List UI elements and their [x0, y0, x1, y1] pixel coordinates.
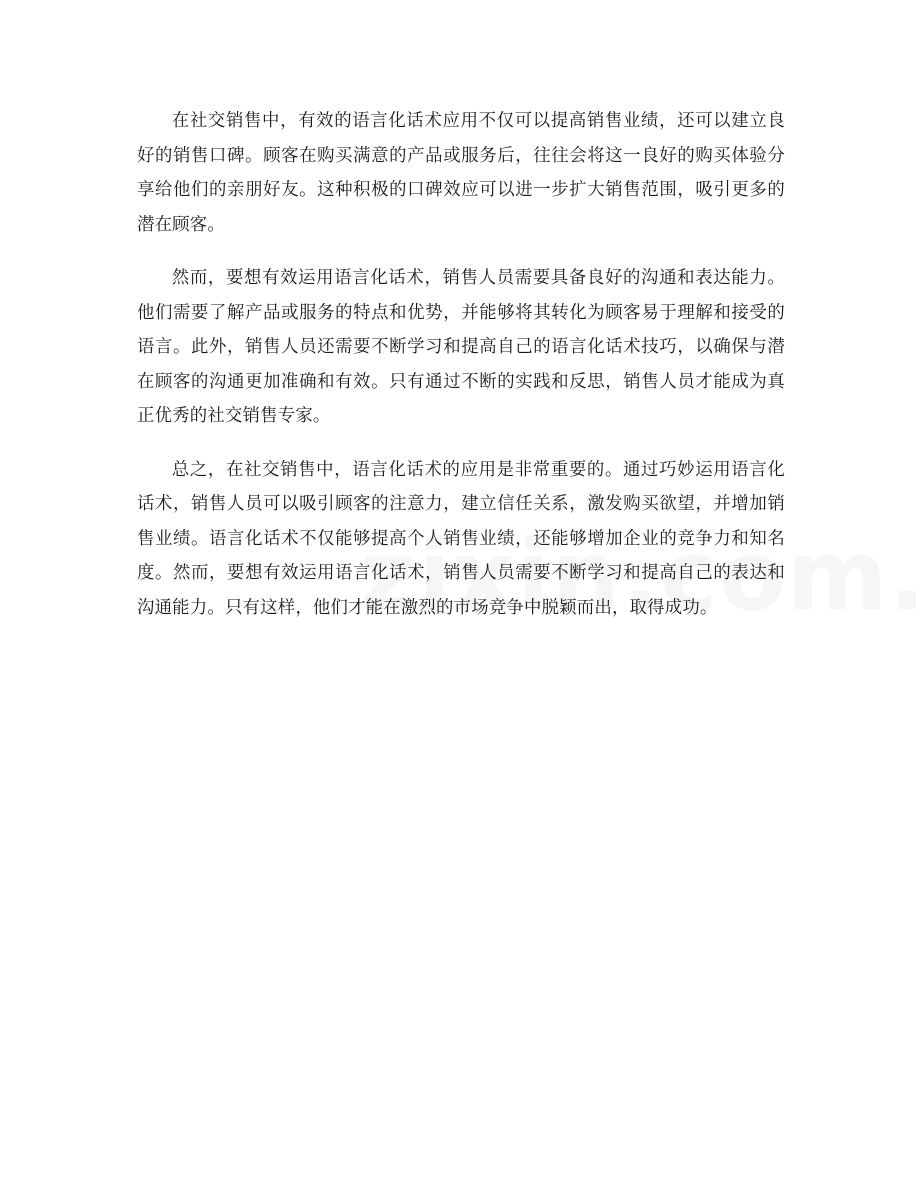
- paragraph-2: 然而，要想有效运用语言化话术，销售人员需要具备良好的沟通和表达能力。他们需要了解产品或服务的特点和优势，并能够将其转化为顾客易于理解和接受的语言。此外，销售人员还需要不断学习和提高自己的语言化话术技巧，以确保与潜在顾客的沟通更加准确和有效。只有通过不断的实践和反思，销售人员才能成为真正优秀的社交销售专家。: [137, 268, 785, 426]
- document-body: [137, 104, 785, 644]
- paragraph-1: 在社交销售中，有效的语言化话术应用不仅可以提高销售业绩，还可以建立良好的销售口碑。顾客在购买满意的产品或服务后，往往会将这一良好的购买体验分享给他们的亲朋好友。这种积极的口碑效应可以进一步扩大销售范围，吸引更多的潜在顾客。: [137, 111, 785, 235]
- paragraph-3: 总之，在社交销售中，语言化话术的应用是非常重要的。通过巧妙运用语言化话术，销售人员可以吸引顾客的注意力，建立信任关系，激发购买欲望，并增加销售业绩。语言化话术不仅能够提高个人销售业绩，还能够增加企业的竞争力和知名度。然而，要想有效运用语言化话术，销售人员需要不断学习和提高自己的表达和沟通能力。只有这样，他们才能在激烈的市场竞争中脱颖而出，取得成功。: [137, 459, 785, 618]
